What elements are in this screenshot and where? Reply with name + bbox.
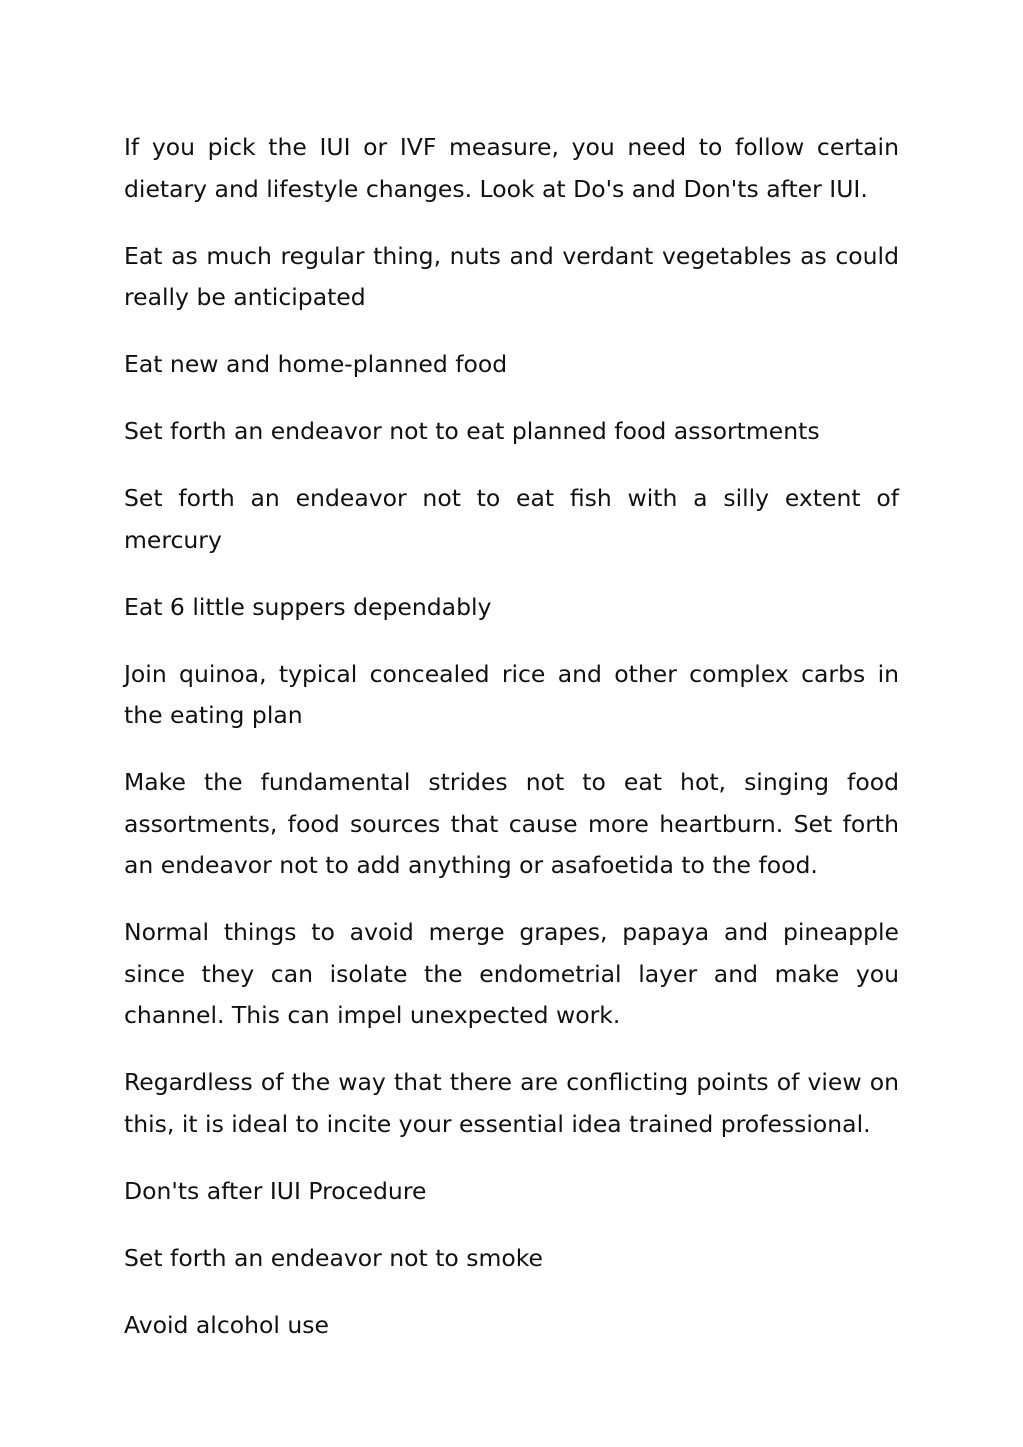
paragraph-six-meals: Eat 6 little suppers dependably — [124, 592, 492, 621]
paragraph-eat-fruits-nuts: Eat as much regular thing, nuts and verdant vegetables as could really be anticipated — [124, 241, 899, 311]
document-body — [124, 127, 899, 1372]
section-heading-donts: Don'ts after IUI Procedure — [124, 1176, 427, 1205]
paragraph-home-food: Eat new and home-planned food — [124, 350, 508, 378]
paragraph-intro: If you pick the IUI or IVF measure, you need to follow certain dietary and lifestyle changes. Look at Do's and Don'ts after IUI. — [124, 133, 899, 203]
paragraph-avoid-spicy: Make the fundamental strides not to eat hot, singing food assortments, food sources that cause more heartburn. Set forth an endeavor not to add anything or asafoetida to the food. — [124, 768, 899, 879]
paragraph-complex-carbs: Join quinoa, typical concealed rice and other complex carbs in the eating plan — [124, 659, 899, 729]
paragraph-consult-professional: Regardless of the way that there are conflicting points of view on this, it is ideal to incite your essential idea trained professional. — [124, 1068, 899, 1138]
paragraph-avoid-mercury-fish: Set forth an endeavor not to eat fish with a silly extent of mercury — [124, 484, 899, 554]
paragraph-no-smoking: Set forth an endeavor not to smoke — [124, 1243, 544, 1272]
paragraph-fruits-to-avoid: Normal things to avoid merge grapes, papaya and pineapple since they can isolate the endometrial layer and make you channel. This can impel unexpected work. — [124, 918, 899, 1029]
paragraph-no-alcohol: Avoid alcohol use — [124, 1310, 329, 1339]
paragraph-avoid-planned-food: Set forth an endeavor not to eat planned food assortments — [124, 417, 820, 445]
